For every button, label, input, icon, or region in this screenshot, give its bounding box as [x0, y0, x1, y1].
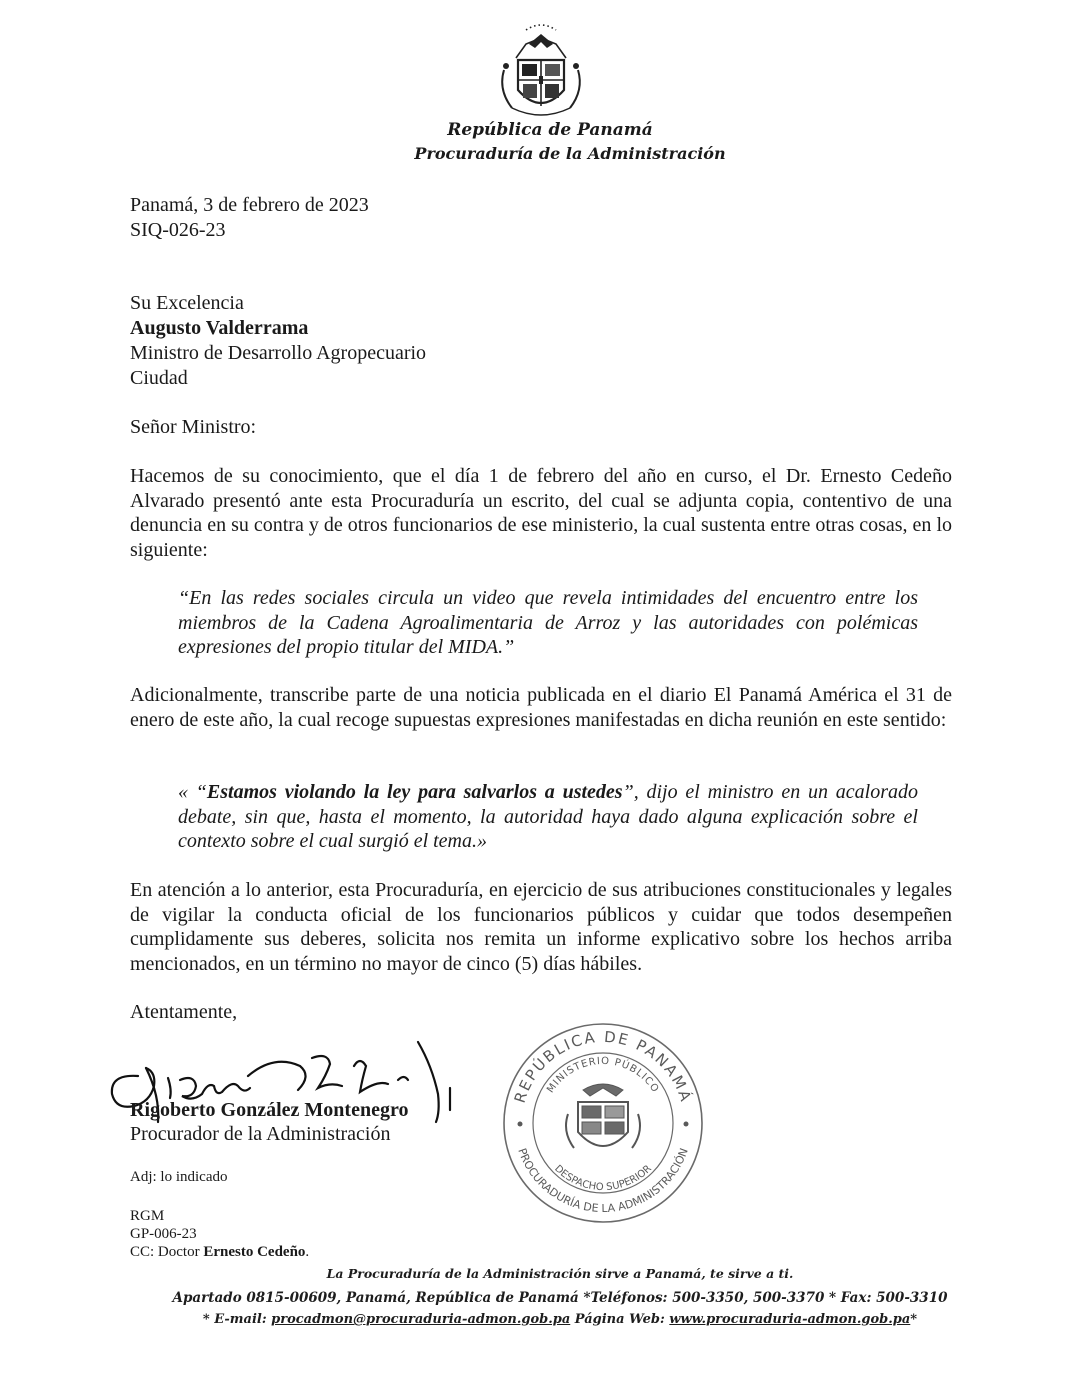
email-link[interactable]: procadmon@procuraduria-admon.gob.pa	[271, 1312, 571, 1327]
signer-title: Procurador de la Administración	[130, 1123, 391, 1145]
web-suffix: *	[910, 1312, 918, 1327]
footer-address: Apartado 0815-00609, Panamá, República de Panamá *Teléfonos: 500-3350, 500-3370 * Fax: 500-3310	[172, 1290, 948, 1306]
recipient-honorific: Su Excelencia	[130, 292, 244, 314]
seal-bottom-inner: DESPACHO SUPERIOR	[552, 1163, 654, 1194]
letter-date: Panamá, 3 de febrero de 2023	[130, 194, 369, 216]
body-paragraph-3: En atención a lo anterior, esta Procuraduría, en ejercicio de sus atribuciones constitucionales y legales de vigilar la conducta oficial de los funcionarios públicos y cuidar que todos desempeñen cumplidamente sus deberes, solicita nos remita un informe explicativo sobre los hechos arriba mencionados, en un término no mayor de cinco (5) días hábiles.	[130, 879, 952, 975]
letterhead-institution: Procuraduría de la Administración	[414, 144, 726, 163]
salutation: Señor Ministro:	[130, 416, 257, 438]
recipient-city: Ciudad	[130, 367, 188, 389]
letterhead-country: República de Panamá	[447, 120, 653, 140]
closing: Atentamente,	[130, 1001, 238, 1023]
recipient-position: Ministro de Desarrollo Agropecuario	[130, 342, 427, 364]
quote-2	[178, 780, 918, 854]
initials: RGM	[130, 1208, 165, 1224]
cc-line	[130, 1243, 309, 1261]
quote-2-open: « “	[178, 781, 207, 803]
official-seal-stamp	[500, 1020, 706, 1226]
cc-prefix: CC: Doctor	[130, 1244, 204, 1260]
cc-name: Ernesto Cedeño	[203, 1244, 306, 1260]
quote-2-rest: ”, dijo el ministro en un acalorado debate, sin que, hasta el momento, la autoridad haya dado alguna explicación sobre el contexto sobre el cual surgió el tema.»	[178, 781, 919, 852]
svg-text:DESPACHO SUPERIOR	[552, 1163, 654, 1193]
quote-2-emphasis: Estamos violando la ley para salvarlos a ustedes	[206, 781, 623, 803]
reference-number: SIQ-026-23	[130, 219, 226, 241]
website-link[interactable]: www.procuraduria-admon.gob.pa	[669, 1312, 911, 1327]
seal-outer-text: REPÚBLICA DE PANAMÁ	[510, 1027, 696, 1106]
coat-of-arms-emblem	[496, 18, 586, 122]
svg-text:MINISTERIO PÚBLICO	[545, 1056, 661, 1095]
seal-inner-text: MINISTERIO PÚBLICO	[545, 1055, 661, 1096]
footer-contact	[0, 1312, 1080, 1327]
body-paragraph-1: Hacemos de su conocimiento, que el día 1 de febrero del año en curso, el Dr. Ernesto Cedeño Alvarado presentó ante esta Procuraduría un escrito, del cual se adjunta copia, contentivo de una denuncia en su contra y de otros funcionarios de ese ministerio, la cual sustenta entre otras cosas, en lo siguiente:	[130, 465, 952, 561]
quote-1: “En las redes sociales circula un video que revela intimidades del encuentro entre los miembros de la Cadena Agroalimentaria de Arroz y las autoridades con polémicas expresiones del propio titular del MIDA.”	[178, 587, 918, 658]
body-paragraph-2: Adicionalmente, transcribe parte de una noticia publicada en el diario El Panamá América el 31 de enero de este año, la cual recoge supuestas expresiones manifestadas en dicha reunión en este sentido:	[130, 684, 952, 731]
recipient-name: Augusto Valderrama	[130, 317, 309, 339]
web-label: Página Web:	[570, 1312, 670, 1327]
cc-suffix: .	[305, 1244, 310, 1260]
signer-name: Rigoberto González Montenegro	[130, 1099, 409, 1121]
email-label: * E-mail:	[202, 1312, 272, 1327]
file-code: GP-006-23	[130, 1226, 197, 1242]
annex-note: Adj: lo indicado	[130, 1169, 228, 1185]
footer-motto: La Procuraduría de la Administración sirve a Panamá, te sirve a ti.	[326, 1266, 794, 1281]
seal-bottom-outer: PROCURADURÍA DE LA ADMINISTRACIÓN	[515, 1146, 691, 1216]
